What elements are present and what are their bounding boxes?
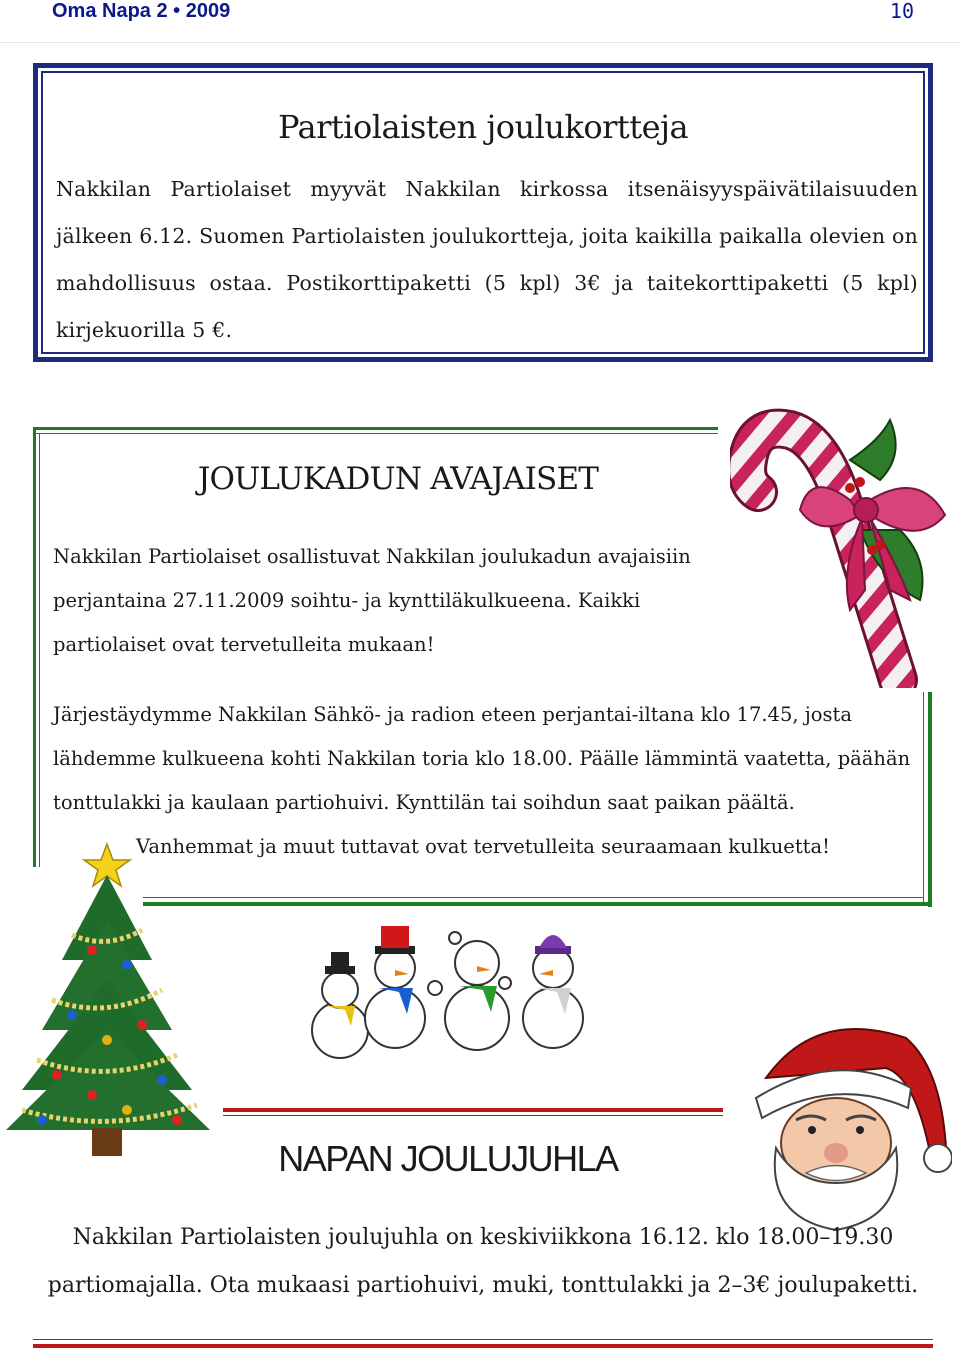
- christmas-street-intro: Nakkilan Partiolaiset osallistuvat Nakkilan joulukadun avajaisiin perjantaina 27.11.2009 soihtu- ja kynttiläkulkueena. Kaikki partiolaiset ovat tervetulleita mukaan!: [53, 545, 691, 656]
- candy-cane-icon: [730, 400, 958, 688]
- christmas-street-title: JOULUKADUN AVAJAISET: [197, 461, 599, 497]
- page-header: [0, 0, 960, 43]
- card-sale-box: [33, 63, 933, 362]
- publication-title: Oma Napa 2 • 2009: [52, 0, 231, 22]
- card-sale-title: Partiolaisten joulukortteja: [277, 108, 689, 146]
- card-sale-text: Nakkilan Partiolaiset myyvät Nakkilan kirkossa itsenäisyyspäivätilaisuuden jälkeen 6.12. Suomen Partiolaisten joulukortteja, joita kaikilla paikalla olevien on mahdollisuus ostaa. Postikorttipaketti (5 kpl) 3€ ja taitekorttipaketti (5 kpl) kirjekuorilla 5 €.: [56, 177, 918, 342]
- christmas-street-invitation: Vanhemmat ja muut tuttavat ovat tervetulleita seuraamaan kulkuetta!: [136, 835, 830, 858]
- christmas-party-box: [33, 1108, 933, 1348]
- christmas-party-text: Nakkilan Partiolaisten joulujuhla on keskiviikkona 16.12. klo 18.00–19.30 partiomajalla. Ota mukaasi partiohuivi, muki, tonttulakki ja 2–3€ joulupaketti.: [47, 1225, 919, 1298]
- page-number: 10: [889, 0, 914, 23]
- snowmen-icon: [295, 918, 607, 1060]
- christmas-party-title: NAPAN JOULUJUHLA: [278, 1138, 618, 1179]
- christmas-street-details: Järjestäydymme Nakkilan Sähkö- ja radion eteen perjantai-iltana klo 17.45, josta lähdemme kulkueena kohti Nakkilan toria klo 18.00. Päälle lämmintä vaatetta, päähän tonttulakki ja kaulaan partiohuivi. Kynttilän tai soihdun saat paikan päältä.: [53, 703, 911, 814]
